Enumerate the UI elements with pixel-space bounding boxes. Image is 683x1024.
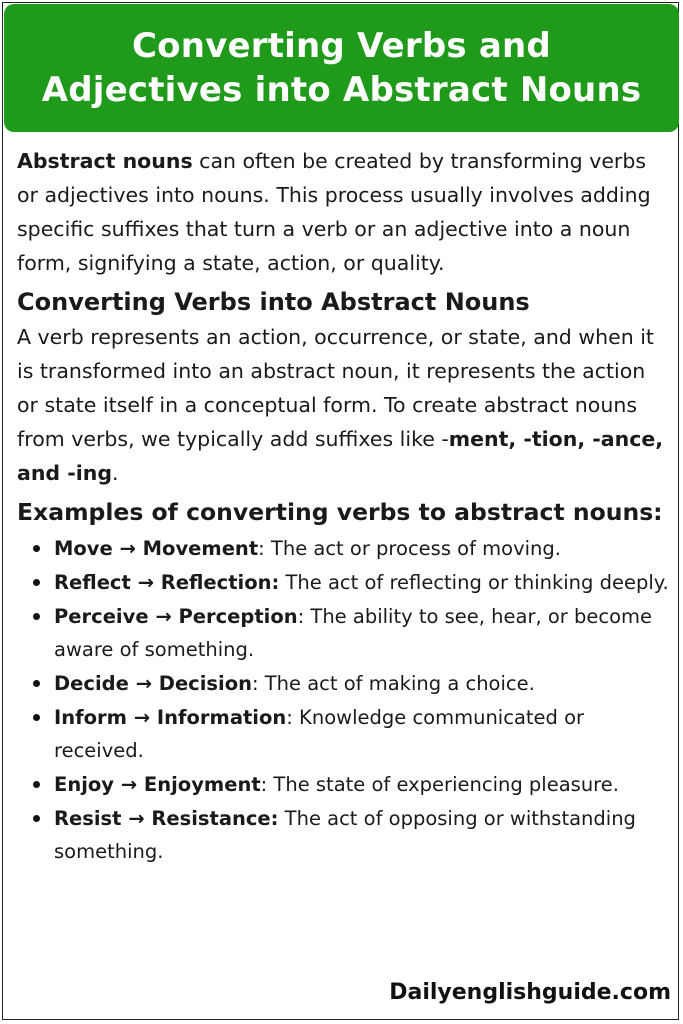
pair-separator: :: [251, 672, 259, 695]
word-pair: Perceive → Perception: [54, 605, 298, 628]
intro-bold-lead: Abstract nouns: [17, 149, 193, 173]
definition: The act of making a choice.: [258, 672, 535, 695]
word-pair: Enjoy → Enjoyment: [54, 773, 261, 796]
title-line-1: Converting Verbs and: [132, 26, 551, 66]
list-item: [54, 802, 669, 868]
definition: The act of reflecting or thinking deeply.: [279, 571, 669, 594]
definition: The state of experiencing pleasure.: [267, 773, 619, 796]
word-pair: Inform → Information: [54, 706, 287, 729]
definition: The ability to see, hear, or become aware of something.: [54, 605, 653, 661]
list-item: [54, 532, 669, 565]
pair-separator: :: [258, 537, 265, 560]
title-line-2: Adjectives into Abstract Nouns: [41, 70, 642, 110]
section-heading-verbs: Converting Verbs into Abstract Nouns: [17, 288, 530, 316]
definition: The act of opposing or withstanding something.: [54, 807, 636, 863]
list-item: [54, 667, 669, 700]
word-pair: Decide → Decision: [54, 672, 252, 695]
list-item: [54, 566, 669, 599]
section-text: A verb represents an action, occurrence, or state, and when it is transformed into an abstract noun, it represents the action or state itself in a conceptual form. To create abstract nouns from verbs, we typically add suffixes like -: [17, 325, 654, 451]
word-pair: Move → Movement: [54, 537, 259, 560]
word-pair: Resist → Resistance:: [54, 807, 279, 830]
pair-separator: :: [297, 605, 305, 628]
list-item: [54, 701, 669, 767]
pair-separator: :: [286, 706, 293, 729]
pair-separator: :: [260, 773, 268, 796]
title-banner: [4, 4, 679, 132]
article-content: [17, 144, 669, 869]
list-item: [54, 600, 669, 666]
intro-paragraph: [17, 144, 669, 280]
suffix-list: ment, -tion, -ance, and -ing: [17, 427, 664, 485]
site-watermark: Dailyenglishguide.com: [389, 980, 671, 1005]
definition: Knowledge communicated or received.: [54, 706, 585, 762]
examples-list: [17, 532, 669, 868]
definition: The act or process of moving.: [264, 537, 561, 560]
section-heading-examples: Examples of converting verbs to abstract nouns:: [17, 498, 663, 526]
section-text-end: .: [112, 461, 119, 485]
list-item: [54, 768, 669, 801]
word-pair: Reflect → Reflection:: [54, 571, 280, 594]
page-title: [42, 24, 642, 112]
section-paragraph-verbs: [17, 320, 669, 490]
intro-text: can often be created by transforming verbs or adjectives into nouns. This process usually involves adding specific suffixes that turn a verb or an adjective into a noun form, signifying a state, action, or quality.: [17, 149, 651, 275]
